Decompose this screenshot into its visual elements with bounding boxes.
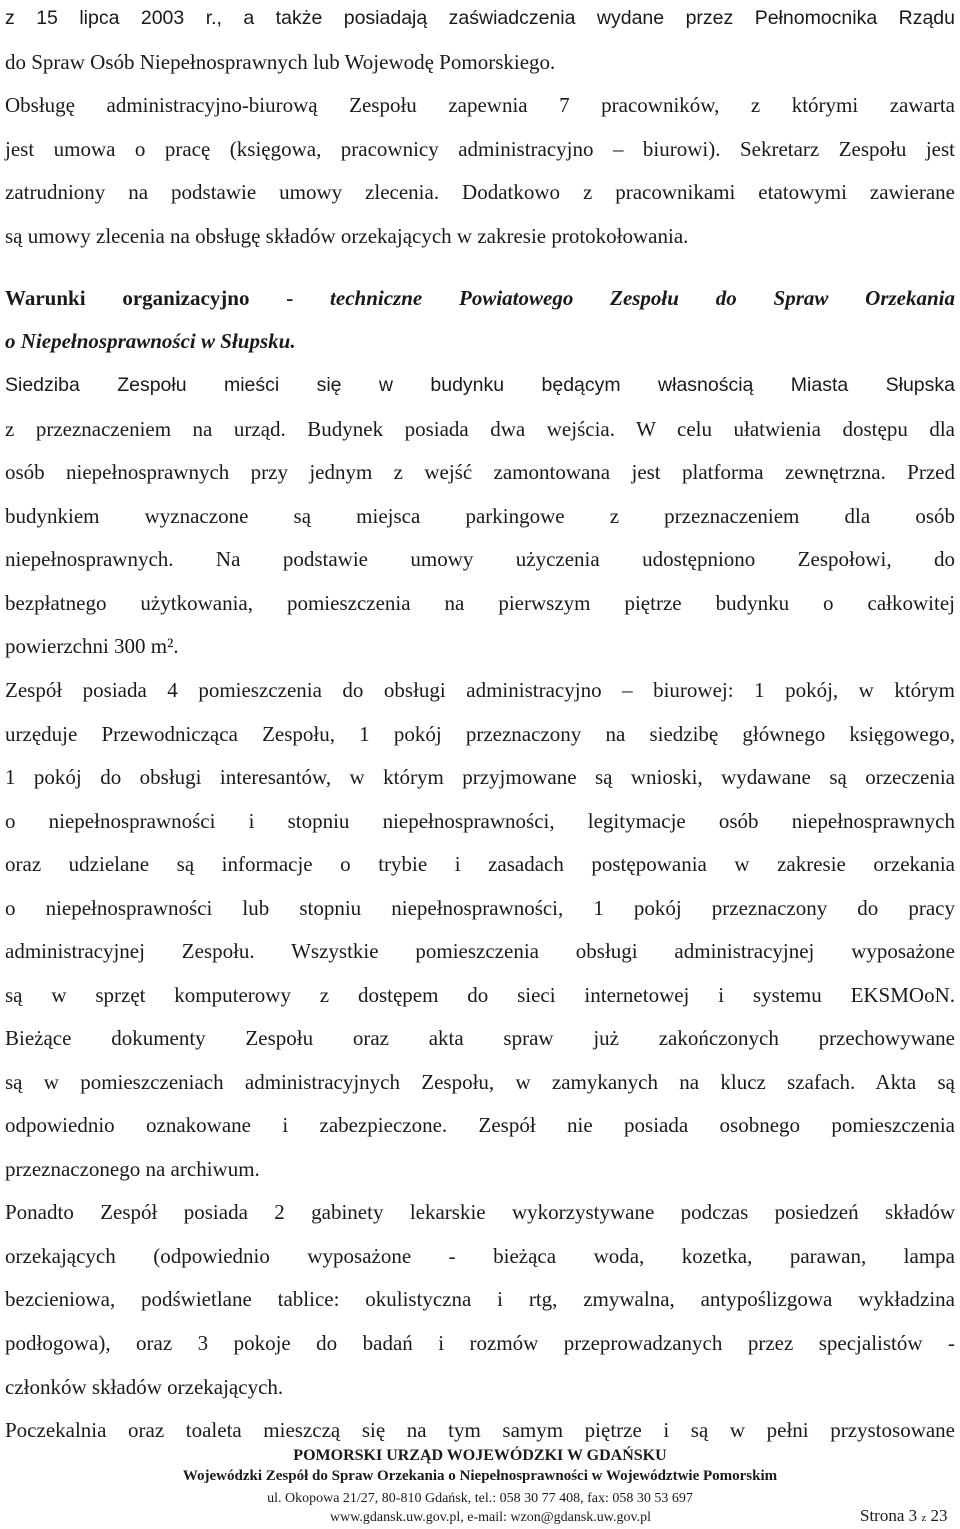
page-current: 3 [908,1506,918,1525]
text-line: z przeznaczeniem na urząd. Budynek posiada dwa wejścia. W celu ułatwienia dostępu dla [5,417,955,441]
text-line: są umowy zlecenia na obsługę składów orzekających w zakresie protokołowania. [5,224,689,248]
page-separator: z [921,1512,927,1524]
page-label: Strona [860,1506,905,1525]
text-line: powierzchni 300 m². [5,634,179,658]
footer-unit-name: Wojewódzki Zespół do Spraw Orzekania o Niepełnosprawności w Województwie Pomorskim [182,1468,778,1484]
text-line: są w pomieszczeniach administracyjnych Zespołu, w zamykanych na klucz szafach. Akta są [5,1070,955,1094]
footer-web-email: www.gdansk.uw.gov.pl, e-mail: wzon@gdansk.uw.gov.pl [330,1510,651,1525]
text-line: budynkiem wyznaczone są miejsca parkingowe z przeznaczeniem dla osób [5,504,955,528]
text-line: o niepełnosprawności lub stopniu niepełnosprawności, 1 pokój przeznaczony do pracy [5,896,955,920]
text-line: Siedziba Zespołu mieści się w budynku będącym własnością Miasta Słupska [5,374,955,396]
text-line: odpowiednio oznakowane i zabezpieczone. Zespół nie posiada osobnego pomieszczenia [5,1113,955,1137]
section-heading-italic: techniczne Powiatowego Zespołu do Spraw Orzekania [330,286,956,310]
text-line: są w sprzęt komputerowy z dostępem do sieci internetowej i systemu EKSMOoN. [5,983,955,1007]
text-line: Bieżące dokumenty Zespołu oraz akta spraw już zakończonych przechowywane [5,1026,955,1050]
text-line: przeznaczonego na archiwum. [5,1157,260,1181]
section-heading-bold: Warunki organizacyjno - [5,286,294,310]
text-line: do Spraw Osób Niepełnosprawnych lub Wojewodę Pomorskiego. [5,50,556,74]
footer-office-name: POMORSKI URZĄD WOJEWÓDZKI W GDAŃSKU [293,1447,667,1464]
text-line: bezpłatnego użytkowania, pomieszczenia na pierwszym piętrze budynku o całkowitej [5,591,955,615]
footer-address: ul. Okopowa 21/27, 80-810 Gdańsk, tel.: 058 30 77 408, fax: 058 30 53 697 [267,1491,693,1506]
text-line: o niepełnosprawności i stopniu niepełnosprawności, legitymacje osób niepełnosprawnych [5,809,955,833]
text-line: zatrudniony na podstawie umowy zlecenia. Dodatkowo z pracownikami etatowymi zawierane [5,180,955,204]
text-line: podłogowa), oraz 3 pokoje do badań i rozmów przeprowadzanych przez specjalistów - [5,1331,955,1355]
text-line: urzęduje Przewodnicząca Zespołu, 1 pokój przeznaczony na siedzibę głównego księgowego, [5,722,955,746]
section-heading-continued: o Niepełnosprawności w Słupsku. [5,329,296,353]
text-line: Poczekalnia oraz toaleta mieszczą się na tym samym piętrze i są w pełni przystosowane [5,1418,955,1442]
text-line: Ponadto Zespół posiada 2 gabinety lekarskie wykorzystywane podczas posiedzeń składów [5,1200,955,1224]
text-line: osób niepełnosprawnych przy jednym z wejść zamontowana jest platforma zewnętrzna. Przed [5,460,955,484]
text-line [5,286,955,310]
text-line: Obsługę administracyjno-biurową Zespołu zapewnia 7 pracowników, z którymi zawarta [5,93,955,117]
text-line: oraz udzielane są informacje o trybie i zasadach postępowania w zakresie orzekania [5,852,955,876]
text-line: 1 pokój do obsługi interesantów, w którym przyjmowane są wnioski, wydawane są orzeczenia [5,765,955,789]
page-number [860,1506,948,1526]
text-line: członków składów orzekających. [5,1375,284,1399]
text-line: orzekających (odpowiednio wyposażone - bieżąca woda, kozetka, parawan, lampa [5,1244,955,1268]
text-line: jest umowa o pracę (księgowa, pracownicy administracyjno – biurowi). Sekretarz Zespołu jest [5,137,955,161]
text-line [5,329,955,353]
text-line: Zespół posiada 4 pomieszczenia do obsługi administracyjno – biurowej: 1 pokój, w którym [5,678,955,702]
text-line: administracyjnej Zespołu. Wszystkie pomieszczenia obsługi administracyjnej wyposażone [5,939,955,963]
page-total: 23 [930,1506,948,1525]
text-line: z 15 lipca 2003 r., a także posiadają zaświadczenia wydane przez Pełnomocnika Rządu [5,7,955,29]
text-line: bezcieniowa, podświetlane tablice: okulistyczna i rtg, zmywalna, antypoślizgowa wykładzina [5,1287,955,1311]
text-line: niepełnosprawnych. Na podstawie umowy użyczenia udostępniono Zespołowi, do [5,547,955,571]
